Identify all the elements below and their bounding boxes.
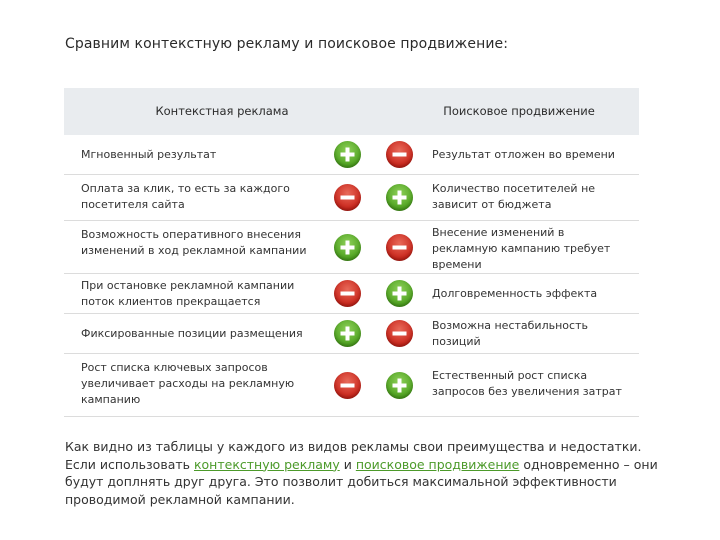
minus-icon — [334, 372, 361, 399]
seo-cell: Внесение изменений в рекламную кампанию требует времени — [432, 226, 611, 271]
seo-cell: Долговременность эффекта — [432, 287, 598, 300]
plus-icon — [386, 372, 413, 399]
plus-icon — [386, 184, 413, 211]
minus-icon — [386, 141, 413, 168]
context-ads-cell: Оплата за клик, то есть за каждого посетителя сайта — [81, 182, 290, 211]
plus-icon — [334, 320, 361, 347]
context-ads-cell: При остановке рекламной кампании поток клиентов прекращается — [81, 279, 295, 308]
table-header — [64, 88, 639, 135]
seo-cell: Естественный рост списка запросов без увеличения затрат — [432, 369, 622, 398]
seo-cell: Возможна нестабильность позиций — [432, 319, 588, 348]
table-row — [64, 175, 639, 221]
summary-paragraph — [65, 438, 675, 508]
table-row — [64, 274, 639, 314]
seo-cell: Количество посетителей не зависит от бюджета — [432, 182, 596, 211]
table-body — [64, 135, 639, 417]
table-row — [64, 135, 639, 175]
context-ads-cell: Возможность оперативного внесения изменений в ход рекламной кампании — [81, 228, 307, 257]
header-context-ads: Контекстная реклама — [155, 104, 289, 118]
summary-text-1: Как видно из таблицы у каждого из видов рекламы свои преимущества и недостатки. Если использовать — [65, 439, 642, 472]
link-seo[interactable]: поисковое продвижение — [355, 456, 520, 472]
context-ads-cell: Мгновенный результат — [81, 148, 217, 161]
plus-icon — [334, 141, 361, 168]
minus-icon — [334, 184, 361, 211]
minus-icon — [386, 234, 413, 261]
context-ads-cell: Фиксированные позиции размещения — [81, 327, 303, 340]
minus-icon — [386, 320, 413, 347]
link-context-ads[interactable]: контекстную рекламу — [193, 456, 340, 472]
table-row — [64, 354, 639, 417]
table-row — [64, 221, 639, 274]
plus-icon — [334, 234, 361, 261]
summary-text-3: одновременно – они будут доплнять друг друга. Это позволит добиться максимальной эффективности проводимой рекламной кампании. — [65, 456, 658, 507]
table-row — [64, 314, 639, 354]
seo-cell: Результат отложен во времени — [432, 148, 615, 161]
context-ads-cell: Рост списка ключевых запросов увеличивает расходы на рекламную кампанию — [81, 361, 295, 406]
comparison-table — [64, 88, 639, 417]
summary-text-2: и — [339, 456, 356, 472]
plus-icon — [386, 280, 413, 307]
page-title: Сравним контекстную рекламу и поисковое продвижение: — [65, 36, 509, 52]
minus-icon — [334, 280, 361, 307]
header-seo: Поисковое продвижение — [443, 104, 595, 118]
